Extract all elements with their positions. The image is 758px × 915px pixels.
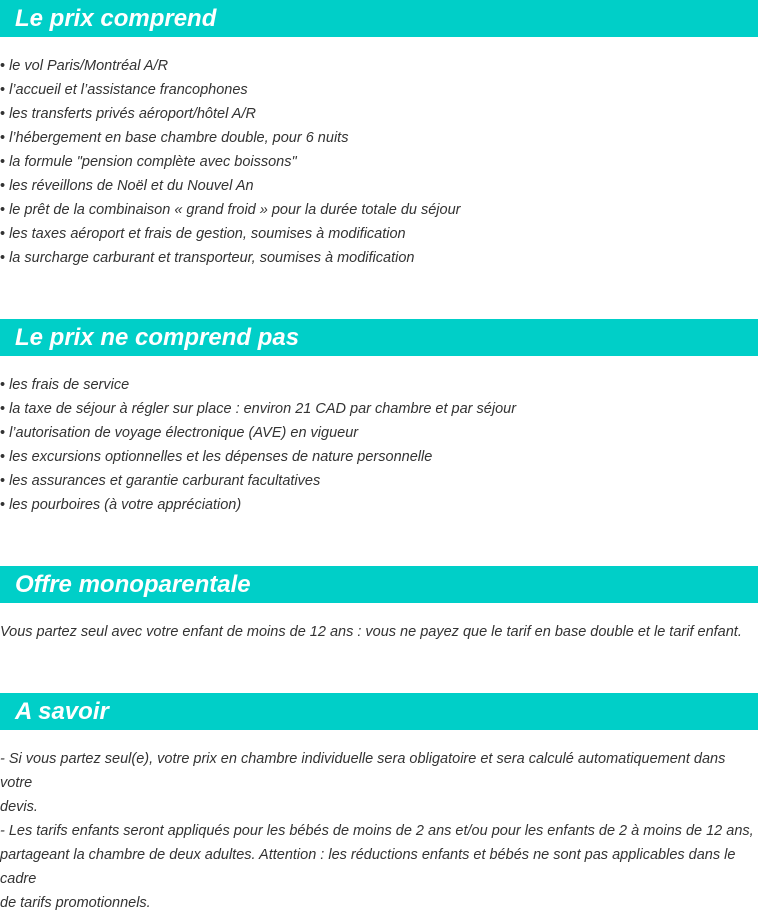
bullet-icon: •: [0, 226, 6, 242]
excludes-list: [0, 373, 516, 517]
bullet-icon: •: [0, 154, 6, 170]
bullet-icon: •: [0, 202, 6, 218]
section-header-single-parent: [0, 566, 758, 603]
bullet-icon: •: [0, 178, 6, 194]
text-line: devis.: [0, 799, 38, 815]
bullet-icon: •: [0, 497, 6, 513]
section-title: Le prix ne comprend pas: [15, 324, 300, 351]
text-line: - Si vous partez seul(e), votre prix en chambre individuelle sera obligatoire et sera calculé automatiquement dans votre: [0, 751, 726, 791]
bullet-icon: •: [0, 473, 6, 489]
list-item: • les frais de service: [0, 377, 130, 393]
single-parent-text: Vous partez seul avec votre enfant de moins de 12 ans : vous ne payez que le tarif en base double et le tarif enfant.: [0, 624, 742, 640]
bullet-icon: •: [0, 401, 6, 417]
bullet-icon: •: [0, 425, 6, 441]
list-item: • les pourboires (à votre appréciation): [0, 497, 242, 513]
list-item: • les excursions optionnelles et les dépenses de nature personnelle: [0, 449, 433, 465]
bullet-icon: •: [0, 449, 6, 465]
list-item: • les assurances et garantie carburant facultatives: [0, 473, 321, 489]
text-line: partageant la chambre de deux adultes. Attention : les réductions enfants et bébés ne sont pas applicables dans le cadre: [0, 847, 736, 887]
list-item: • la formule "pension complète avec boissons": [0, 154, 297, 170]
bullet-icon: •: [0, 106, 6, 122]
list-item: • les transferts privés aéroport/hôtel A/R: [0, 106, 256, 122]
list-item: • les taxes aéroport et frais de gestion, soumises à modification: [0, 226, 406, 242]
section-title: A savoir: [15, 698, 109, 725]
bullet-icon: •: [0, 377, 6, 393]
bullet-icon: •: [0, 250, 6, 266]
includes-list: [0, 54, 460, 270]
list-item: • la taxe de séjour à régler sur place : environ 21 CAD par chambre et par séjour: [0, 401, 517, 417]
section-title: Le prix comprend: [15, 5, 217, 32]
bullet-icon: •: [0, 130, 6, 146]
section-title: Offre monoparentale: [15, 571, 251, 598]
text-line: de tarifs promotionnels.: [0, 895, 151, 911]
bullet-icon: •: [0, 82, 6, 98]
list-item: • la surcharge carburant et transporteur, soumises à modification: [0, 250, 415, 266]
section-header-excludes: [0, 319, 758, 356]
bullet-icon: •: [0, 58, 6, 74]
text-line: - Les tarifs enfants seront appliqués pour les bébés de moins de 2 ans et/ou pour les enfants de 2 à moins de 12 ans,: [0, 823, 754, 839]
list-item: • l’accueil et l’assistance francophones: [0, 82, 248, 98]
list-item: • le prêt de la combinaison « grand froid » pour la durée totale du séjour: [0, 202, 461, 218]
list-item: • les réveillons de Noël et du Nouvel An: [0, 178, 254, 194]
section-header-to-know: [0, 693, 758, 730]
list-item: • l’hébergement en base chambre double, pour 6 nuits: [0, 130, 349, 146]
list-item: • l’autorisation de voyage électronique (AVE) en vigueur: [0, 425, 359, 441]
list-item: • le vol Paris/Montréal A/R: [0, 58, 169, 74]
section-header-includes: [0, 0, 758, 37]
to-know-text: [0, 747, 758, 915]
